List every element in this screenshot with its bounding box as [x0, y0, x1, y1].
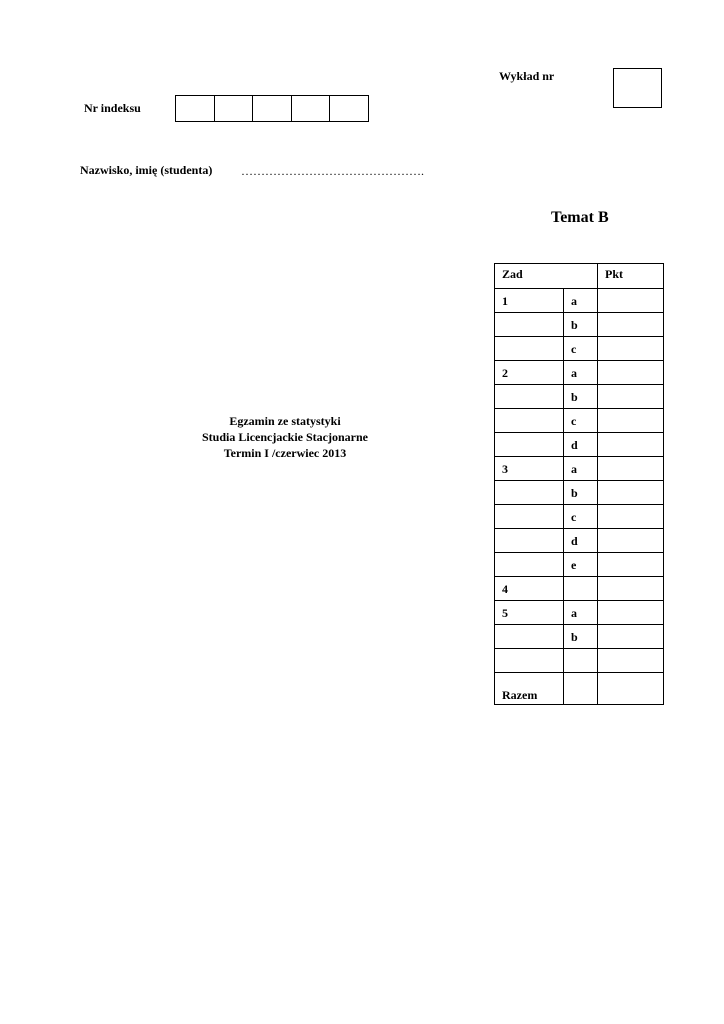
task-part: a: [564, 361, 598, 385]
points-cell[interactable]: [598, 409, 664, 433]
task-number: 1: [495, 289, 564, 313]
task-number: 3: [495, 457, 564, 481]
task-number: [495, 337, 564, 361]
task-number: [495, 433, 564, 457]
task-part: b: [564, 625, 598, 649]
total-spacer-cell: [564, 673, 598, 705]
task-number: [495, 313, 564, 337]
exam-term: Termin I /czerwiec 2013: [223, 446, 347, 460]
task-number: 2: [495, 361, 564, 385]
exam-variant-title: Temat B: [551, 209, 609, 226]
index-number-boxes: [175, 95, 369, 122]
task-part: b: [564, 313, 598, 337]
index-digit-box[interactable]: [330, 96, 368, 121]
task-number: 4: [495, 577, 564, 601]
task-number: [495, 625, 564, 649]
points-cell[interactable]: [598, 289, 664, 313]
task-part: c: [564, 409, 598, 433]
task-part: [564, 649, 598, 673]
task-number: [495, 649, 564, 673]
points-cell[interactable]: [598, 361, 664, 385]
task-part: e: [564, 553, 598, 577]
task-part: d: [564, 529, 598, 553]
task-part: a: [564, 289, 598, 313]
points-cell[interactable]: [598, 337, 664, 361]
points-cell[interactable]: [598, 601, 664, 625]
points-cell[interactable]: [598, 313, 664, 337]
score-table: [494, 263, 664, 705]
points-cell[interactable]: [598, 481, 664, 505]
task-part: [564, 577, 598, 601]
exam-title: Egzamin ze statystyki: [229, 414, 341, 428]
index-number-label: Nr indeksu: [84, 101, 141, 115]
task-part: b: [564, 385, 598, 409]
task-number: [495, 409, 564, 433]
task-number: 5: [495, 601, 564, 625]
index-digit-box[interactable]: [176, 96, 215, 121]
task-number: [495, 481, 564, 505]
exam-description: [160, 413, 410, 461]
task-part: a: [564, 457, 598, 481]
index-digit-box[interactable]: [292, 96, 331, 121]
points-cell[interactable]: [598, 577, 664, 601]
lecture-number-label: Wykład nr: [499, 69, 555, 83]
lecture-number-box[interactable]: [613, 68, 662, 108]
task-number: [495, 505, 564, 529]
index-digit-box[interactable]: [253, 96, 292, 121]
task-part: c: [564, 505, 598, 529]
task-column-header: Zad: [495, 264, 598, 289]
task-part: c: [564, 337, 598, 361]
points-column-header: Pkt: [598, 264, 664, 289]
points-cell[interactable]: [598, 385, 664, 409]
task-part: d: [564, 433, 598, 457]
points-cell[interactable]: [598, 433, 664, 457]
task-number: [495, 553, 564, 577]
task-part: a: [564, 601, 598, 625]
exam-program: Studia Licencjackie Stacjonarne: [202, 430, 368, 444]
task-number: [495, 529, 564, 553]
points-cell[interactable]: [598, 457, 664, 481]
points-cell[interactable]: [598, 553, 664, 577]
points-cell[interactable]: [598, 505, 664, 529]
student-name-label: Nazwisko, imię (studenta): [80, 163, 213, 177]
points-cell[interactable]: [598, 529, 664, 553]
index-digit-box[interactable]: [215, 96, 254, 121]
task-part: b: [564, 481, 598, 505]
total-label: Razem: [495, 673, 564, 705]
points-cell[interactable]: [598, 649, 664, 673]
task-number: [495, 385, 564, 409]
total-points-cell[interactable]: [598, 673, 664, 705]
points-cell[interactable]: [598, 625, 664, 649]
student-name-field[interactable]: ……………………………………….: [241, 164, 424, 178]
